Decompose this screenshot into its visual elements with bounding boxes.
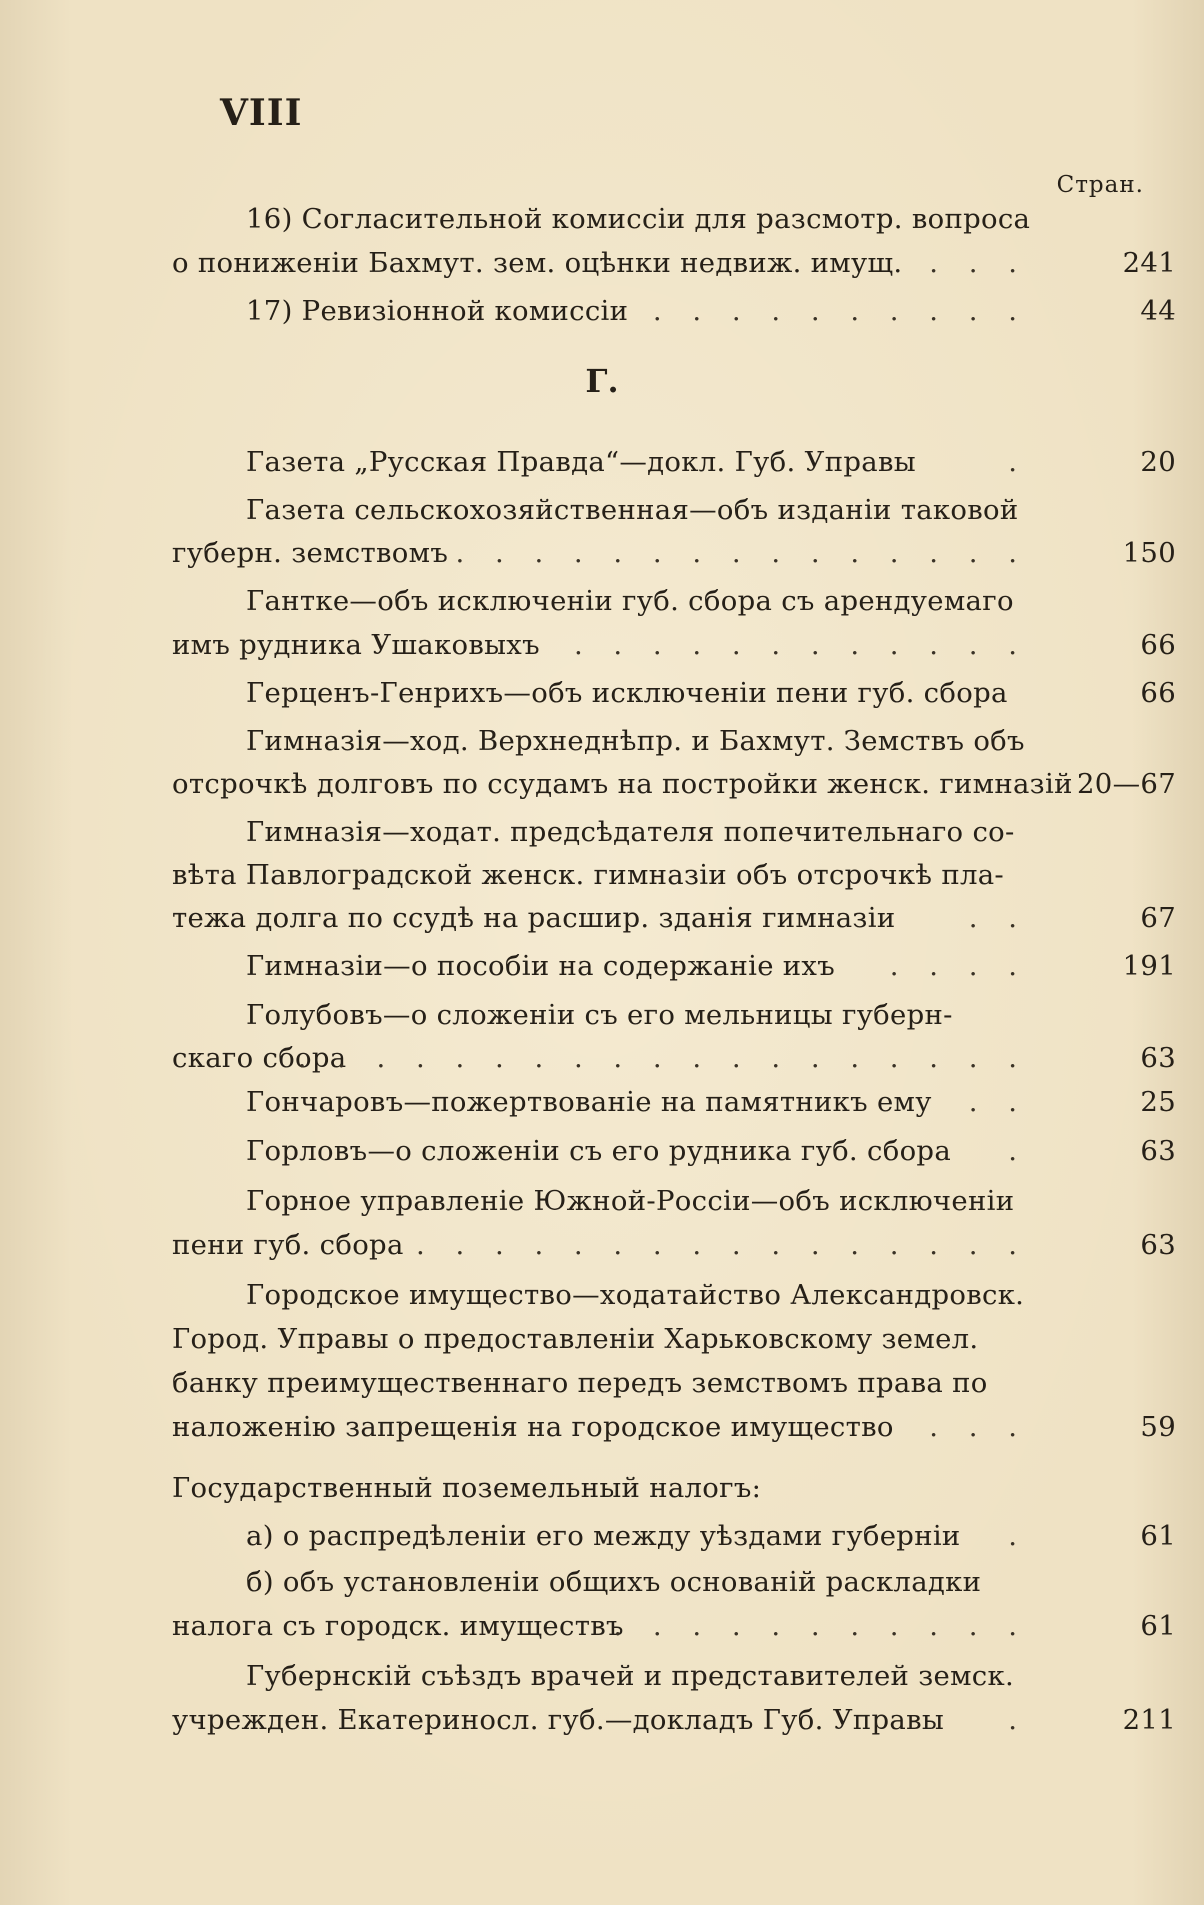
index-line: [172, 1274, 1180, 1316]
page-ref: 63: [1140, 1229, 1176, 1261]
entry-text: Губернскій съѣздъ врачей и представителей земск.: [246, 1660, 1014, 1692]
entry-text: губерн. земствомъ: [172, 537, 449, 569]
page-ref: 63: [1140, 1042, 1176, 1074]
index-line: [172, 854, 1180, 896]
page-ref: 191: [1122, 950, 1176, 982]
leader-dots: . . . . . . . . . . . .: [573, 629, 1028, 661]
entry-text: Горловъ—о сложеніи съ его рудника губ. сбора: [246, 1135, 952, 1167]
leader-dots: . . .: [929, 1411, 1028, 1443]
entry-text: Голубовъ—о сложеніи съ его мельницы губерн-: [246, 999, 953, 1031]
entry-text: Газета „Русская Правда“—докл. Губ. Управы: [246, 446, 916, 478]
index-line: [172, 811, 1180, 853]
index-line: [172, 532, 1180, 574]
entry-text: Городское имущество—ходатайство Александровск.: [246, 1279, 1025, 1311]
entry-text: 16) Согласительной комиссіи для разсмотр. вопроса: [246, 203, 1031, 235]
index-line: [172, 945, 1180, 987]
entry-text: учрежден. Екатериносл. губ.—докладъ Губ. Управы: [172, 1704, 945, 1736]
entry-text: 17) Ревизіонной комиссіи: [246, 295, 629, 327]
entry-text: Гимназія—ходат. предсѣдателя попечительнаго со-: [246, 816, 1015, 848]
entry-text: наложенію запрещенія на городское имущество: [172, 1411, 894, 1443]
leader-dots: . . . . . . . . . . . . . . . .: [416, 1229, 1028, 1261]
index-line: [172, 1037, 1180, 1079]
index-line: [172, 489, 1180, 531]
index-line: [172, 672, 1180, 714]
page-ref: 211: [1122, 1704, 1176, 1736]
page-ref: 150: [1122, 537, 1176, 569]
entry-text: пени губ. сбора: [172, 1229, 404, 1261]
index-line: [172, 1318, 1180, 1360]
entry-text: имъ рудника Ушаковыхъ: [172, 629, 540, 661]
index-line: [172, 624, 1180, 666]
index-line: [172, 1081, 1180, 1123]
leader-dots: . . . .: [889, 950, 1028, 982]
index-line: [172, 290, 1180, 332]
entry-text: Государственный поземельный налогъ:: [172, 1472, 762, 1504]
index-line: [172, 1605, 1180, 1647]
entry-text: а) о распредѣленіи его между уѣздами губерніи: [246, 1520, 961, 1552]
entry-text: отсрочкѣ долговъ по ссудамъ на постройки женск. гимназій: [172, 768, 1073, 800]
index-line: [172, 580, 1180, 622]
leader-dots: .: [1008, 1135, 1028, 1167]
index-line: [172, 1655, 1180, 1697]
leader-dots: . . . . . . . . . . . . . . .: [455, 537, 1028, 569]
leader-dots: .: [1008, 1520, 1028, 1552]
page-ref: 61: [1140, 1520, 1176, 1552]
page-ref: 63: [1140, 1135, 1176, 1167]
index-line: [172, 994, 1180, 1036]
index-line: [172, 1699, 1180, 1741]
index-line: [172, 720, 1180, 762]
leader-dots: .: [1008, 446, 1028, 478]
page-ref: 61: [1140, 1610, 1176, 1642]
index-line: [172, 1362, 1180, 1404]
leader-dots: .: [1008, 1704, 1028, 1736]
page-number: VIII: [220, 92, 303, 134]
entry-text: Город. Управы о предоставленіи Харьковскому земел.: [172, 1323, 979, 1355]
leader-dots: . . . . . . . . . . . . . . . . . . .: [297, 1042, 1028, 1074]
page-ref: 44: [1140, 295, 1176, 327]
entry-text: налога съ городск. имуществъ: [172, 1610, 624, 1642]
page-ref: 66: [1140, 629, 1176, 661]
entry-text: Гимназіи—о пособіи на содержаніе ихъ: [246, 950, 836, 982]
page-ref: 67: [1140, 902, 1176, 934]
leader-dots: . .: [968, 1086, 1028, 1118]
index-line: [172, 198, 1180, 240]
index-line: [172, 1467, 1180, 1509]
leader-dots: . . . . . . . . . . .: [613, 1610, 1028, 1642]
index-line: [172, 1561, 1180, 1603]
entry-text: о пониженіи Бахмут. зем. оцѣнки недвиж. имущ.: [172, 247, 903, 279]
page-ref: 25: [1140, 1086, 1176, 1118]
index-line: [172, 763, 1180, 805]
entry-text: скаго сбора: [172, 1042, 347, 1074]
entry-text: Гончаровъ—пожертвованіе на памятникъ ему: [246, 1086, 932, 1118]
page-ref: 59: [1140, 1411, 1176, 1443]
entry-text: Гантке—объ исключеніи губ. сбора съ арендуемаго: [246, 585, 1014, 617]
entry-text: тежа долга по ссудѣ на расшир. зданія гимназіи: [172, 902, 896, 934]
index-line: [172, 441, 1180, 483]
leader-dots: . . . . . . . . . .: [652, 295, 1028, 327]
index-line: [172, 1130, 1180, 1172]
leader-dots: . . .: [929, 247, 1028, 279]
entry-text: Герценъ-Генрихъ—объ исключеніи пени губ. сбора: [246, 677, 1008, 709]
index-line: [172, 1515, 1180, 1557]
index-line: [172, 242, 1180, 284]
section-letter: Г.: [585, 362, 619, 400]
page-ref: 20—67: [1077, 768, 1176, 800]
entry-text: б) объ установленіи общихъ основаній раскладки: [246, 1566, 982, 1598]
page-column-header: Стран.: [1056, 172, 1144, 198]
entry-text: Горное управленіе Южной-Россіи—объ исключеніи: [246, 1185, 1015, 1217]
index-line: [172, 1406, 1180, 1448]
index-line: [172, 897, 1180, 939]
page-ref: 241: [1122, 247, 1176, 279]
leader-dots: . .: [968, 902, 1028, 934]
page-ref: 66: [1140, 677, 1176, 709]
index-line: [172, 1224, 1180, 1266]
entry-text: Газета сельскохозяйственная—объ изданіи таковой: [246, 494, 1019, 526]
entry-text: Гимназія—ход. Верхнеднѣпр. и Бахмут. Земствъ объ: [246, 725, 1025, 757]
entry-text: банку преимущественнаго передъ земствомъ права по: [172, 1367, 988, 1399]
page-ref: 20: [1140, 446, 1176, 478]
entry-text: вѣта Павлоградской женск. гимназіи объ отсрочкѣ пла-: [172, 859, 1005, 891]
index-line: [172, 1180, 1180, 1222]
